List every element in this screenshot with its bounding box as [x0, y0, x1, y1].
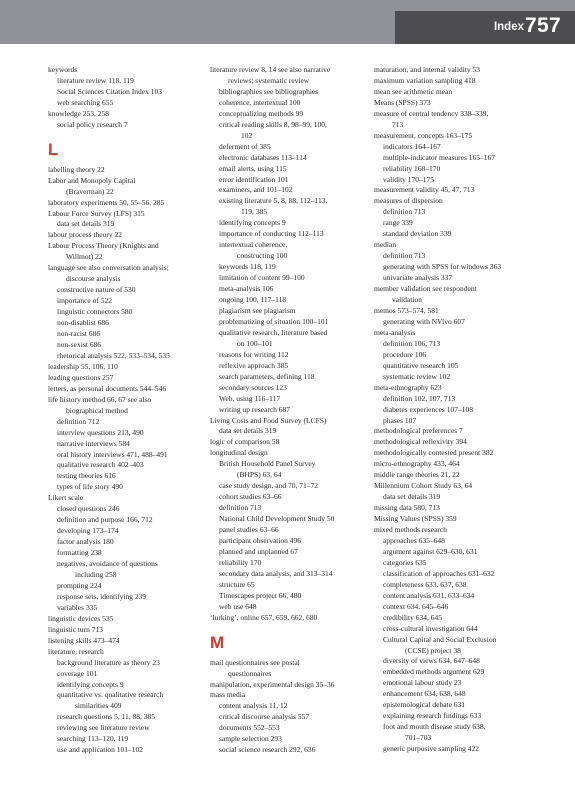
index-entry: keywords [48, 65, 78, 74]
index-subentry: electronic databases 113–114 [219, 152, 307, 162]
index-entry: memos 573–574, 581 [374, 305, 439, 315]
index-entry: Likert scale [48, 493, 84, 503]
index-entry: knowledge 253, 258 [48, 108, 110, 118]
index-subentry: cohort studies 63–66 [219, 492, 282, 502]
index-subentry: quantitative research 105 [383, 360, 459, 370]
index-subentry: types of life story 490 [57, 482, 123, 492]
index-subentry: sample selection 293 [219, 734, 282, 744]
index-subentry: secondary sources 123 [219, 382, 287, 392]
index-subentry: case study design, and 70, 71–72 [219, 481, 318, 491]
index-subentry: coverage 101 [57, 668, 98, 678]
index-entry: meta-analysis [374, 327, 416, 337]
index-subentry: email alerts, using 115 [219, 163, 287, 173]
index-subentry: Web, using 116–117 [219, 393, 281, 403]
index-continuation: reviews; systematic review [228, 75, 310, 85]
index-subentry: quantitative vs. qualitative research [57, 690, 164, 700]
index-continuation: 701–703 [405, 733, 432, 743]
index-subentry: context 634, 645–646 [383, 601, 449, 611]
index-subentry: phases 107 [383, 415, 417, 425]
index-subentry: Social Sciences Citation Index 103 [57, 86, 162, 96]
index-entry: linguistic turn 713 [48, 624, 103, 634]
index-entry: methodological reflexivity 394 [374, 437, 467, 447]
index-subentry: content analysis 11, 12 [219, 701, 288, 711]
index-subentry: categories 635 [383, 557, 427, 567]
index-entry: micro-ethnography 433, 464 [374, 459, 460, 469]
index-subentry: data set details 319 [219, 426, 277, 436]
index-entry: mixed methods research [374, 525, 447, 535]
index-subentry: generating with NVivo 607 [383, 316, 465, 326]
index-entry: literature review 8, 14 see also narrative [210, 65, 331, 74]
index-entry: longitudinal design [210, 448, 268, 458]
index-subentry: coherence, intertextual 100 [219, 97, 301, 107]
index-subentry: examiners, and 101–102 [219, 185, 293, 195]
index-subentry: limitation of content 99–100 [219, 273, 305, 283]
index-continuation: Willmot) 22 [66, 252, 103, 262]
index-subentry: research questions 5, 11, 88, 385 [57, 712, 156, 722]
index-subentry: linguistic connectors 580 [57, 307, 133, 317]
index-subentry: Timescapes project 66, 480 [219, 590, 302, 600]
index-column-1 [48, 65, 208, 756]
index-entry: missing data 580, 713 [374, 503, 440, 513]
index-continuation: on 100–101 [237, 338, 273, 348]
index-subentry: definition 713 [383, 207, 426, 217]
index-subentry: existing literature 5, 8, 88, 112–113, [219, 196, 328, 206]
index-continuation: (BHPS) 63, 64 [237, 470, 282, 480]
index-subentry: explaining research findings 633 [383, 711, 482, 721]
index-subentry: problematizing of situation 100–101 [219, 316, 329, 326]
index-entry: measures of dispersion [374, 196, 443, 206]
index-entry: listening skills 473–474 [48, 635, 120, 645]
index-subentry: qualitative research 402–403 [57, 460, 144, 470]
index-subentry: rhetorical analysis 522, 533–534, 535 [57, 350, 170, 360]
index-subentry: interview questions 213, 490 [57, 427, 144, 437]
index-subentry: foot and mouth disease study 638, [383, 722, 486, 732]
index-subentry: definition 712 [57, 416, 100, 426]
index-entry: Missing Values (SPSS) 359 [374, 514, 457, 524]
index-subentry: non-racist 686 [57, 329, 101, 339]
index-subentry: validity 170–175 [383, 174, 435, 184]
index-subentry: literature review 118, 119 [57, 75, 134, 85]
index-subentry: qualitative research, literature based [219, 327, 328, 337]
index-subentry: closed questions 246 [57, 504, 120, 514]
index-subentry: web use 648 [219, 601, 257, 611]
index-continuation: (CCSE) project 38 [405, 645, 461, 655]
index-subentry: searching 113–120, 119 [57, 734, 129, 744]
running-header-section: Index [493, 21, 524, 33]
index-subentry: response sets, identifying 239 [57, 591, 147, 601]
index-entry: Labour Process Theory (Knights and [48, 241, 159, 251]
index-subentry: credibility 634, 645 [383, 612, 442, 622]
index-subentry: systematic review 102 [383, 371, 451, 381]
index-subentry: negatives, avoidance of questions [57, 559, 158, 569]
index-subentry: search parameters, defining 118 [219, 371, 315, 381]
index-subentry: planned and unplanned 67 [219, 546, 298, 556]
index-subentry: cross-cultural investigation 644 [383, 623, 478, 633]
index-subentry: definition 106, 713 [383, 338, 441, 348]
index-subentry: reviewing see literature review [57, 723, 150, 733]
index-subentry: definition 713 [219, 503, 262, 513]
index-subentry: keywords 118, 119 [219, 262, 276, 272]
index-entry: Labour Force Survey (LFS) 315 [48, 208, 145, 218]
index-entry: labour process theory 22 [48, 230, 122, 240]
index-subentry: panel studies 63–66 [219, 525, 279, 535]
index-subentry: standard deviation 339 [383, 229, 452, 239]
index-continuation: questionnaires [228, 668, 272, 678]
index-entry: meta-ethnography 623 [374, 382, 442, 392]
index-subentry: testing theories 616 [57, 471, 116, 481]
index-subentry: ongoing 100, 117–118 [219, 295, 287, 305]
index-subentry: meta-analysis 106 [219, 284, 274, 294]
index-subentry: definition 102, 107, 713 [383, 393, 456, 403]
index-continuation: biographical method [66, 405, 128, 415]
index-subentry: oral history interviews 471, 488–491 [57, 449, 168, 459]
index-subentry: identifying concepts 9 [57, 679, 124, 689]
index-entry: life history method 66, 67 see also [48, 394, 152, 404]
index-subentry: background literature as theory 23 [57, 657, 160, 667]
index-entry: methodological preferences 7 [374, 426, 463, 436]
index-subentry: indicators 164–167 [383, 141, 441, 151]
index-continuation: including 258 [75, 569, 117, 579]
index-subentry: British Household Panel Survey [219, 459, 316, 469]
index-continuation: discourse analysis [66, 274, 121, 284]
index-continuation: similarities 409 [75, 701, 122, 711]
index-entry: measurement validity 45, 47, 713 [374, 185, 475, 195]
index-continuation: 102 [241, 130, 253, 140]
index-entry: leading questions 257 [48, 372, 114, 382]
index-subentry: formatting 238 [57, 548, 102, 558]
index-entry: literature, research [48, 646, 104, 656]
index-subentry: documents 552–553 [219, 723, 280, 733]
index-subentry: reliability 168–170 [383, 163, 441, 173]
index-entry: Labor and Monopoly Capital [48, 175, 136, 185]
index-entry: manipulation, experimental design 35–36 [210, 679, 335, 689]
index-entry: methodologically contested present 382 [374, 448, 494, 458]
index-subentry: classification of approaches 631–632 [383, 568, 495, 578]
index-subentry: range 339 [383, 218, 413, 228]
index-continuation: (Braverman) 22 [66, 186, 114, 196]
index-continuation: validation [392, 295, 422, 305]
index-entry: leadership 55, 106, 110 [48, 361, 118, 371]
index-subentry: definition and purpose 166, 712 [57, 515, 153, 525]
index-subentry: emotional labour study 23 [383, 678, 462, 688]
index-subentry: content analysis 631, 633–634 [383, 590, 475, 600]
index-subentry: generic purposive sampling 422 [383, 744, 480, 754]
index-entry: median [374, 240, 397, 250]
index-subentry: critical reading skills 8, 98–99, 100, [219, 119, 327, 129]
index-subentry: constructive nature of 530 [57, 285, 136, 295]
index-subentry: bibliographies see bibliographies [219, 86, 319, 96]
index-subentry: approaches 635–648 [383, 535, 445, 545]
section-letter: L [48, 139, 59, 159]
index-subentry: participant observation 496 [219, 535, 302, 545]
index-entry: logic of comparison 58 [210, 437, 280, 447]
index-entry: maximum variation sampling 418 [374, 75, 476, 85]
index-subentry: secondary data analysis, and 313–314 [219, 568, 333, 578]
index-subentry: identifying concepts 9 [219, 218, 286, 228]
index-continuation: 119, 385 [241, 207, 267, 217]
index-subentry: developing 173–174 [57, 526, 119, 536]
index-subentry: completeness 633, 637, 638 [383, 579, 467, 589]
index-subentry: argument against 629–630, 631 [383, 546, 478, 556]
index-subentry: epistemological debate 631 [383, 700, 466, 710]
index-entry: language see also conversation analysis; [48, 263, 169, 273]
index-subentry: data set details 319 [383, 492, 441, 502]
index-subentry: social science research 292, 636 [219, 745, 316, 755]
index-subentry: reliability 170 [219, 557, 262, 567]
index-subentry: critical discourse analysis 557 [219, 712, 310, 722]
index-subentry: importance of conducting 112–113 [219, 229, 324, 239]
index-subentry: prompting 224 [57, 580, 102, 590]
index-subentry: reasons for writing 112 [219, 349, 289, 359]
index-entry: measurement, concepts 163–175 [374, 130, 473, 140]
index-entry: linguistic devices 535 [48, 613, 114, 623]
index-subentry: web searching 655 [57, 97, 114, 107]
index-subentry: conceptualizing methods 99 [219, 108, 304, 118]
index-subentry: factor analysis 180 [57, 537, 114, 547]
index-continuation: 713 [392, 119, 404, 129]
index-entry: Means (SPSS) 373 [374, 97, 431, 107]
index-subentry: enhancement 634, 638, 648 [383, 689, 466, 699]
index-subentry: narrative interviews 584 [57, 438, 130, 448]
index-subentry: univariate analysis 337 [383, 273, 453, 283]
index-subentry: error identification 101 [219, 174, 289, 184]
index-continuation: constructing 100 [237, 251, 288, 261]
index-subentry: importance of 522 [57, 296, 112, 306]
index-subentry: National Child Development Study 50 [219, 514, 335, 524]
index-column-3 [374, 65, 534, 755]
index-subentry: plagiarism see plagiarism [219, 305, 296, 315]
index-entry: ‘lurking’, online 657, 659, 662, 680 [210, 612, 318, 622]
index-subentry: data set details 319 [57, 219, 115, 229]
index-entry: mass media [210, 690, 246, 700]
index-subentry: diabetes experiences 107–108 [383, 404, 473, 414]
index-subentry: definition 713 [383, 251, 426, 261]
index-subentry: reflexive approach 385 [219, 360, 289, 370]
section-letter: M [210, 632, 225, 652]
index-subentry: generating with SPSS for windows 363 [383, 262, 502, 272]
index-subentry: writing up research 687 [219, 404, 291, 414]
index-subentry: non-sexist 686 [57, 339, 101, 349]
index-subentry: use and application 101–102 [57, 745, 144, 755]
index-entry: Living Costs and Food Survey (LCFS) [210, 415, 327, 425]
index-entry: maturation, and internal validity 53 [374, 65, 481, 74]
index-subentry: deferment of 385 [219, 141, 271, 151]
index-subentry: embedded methods argument 629 [383, 667, 485, 677]
index-subentry: Cultural Capital and Social Exclusion [383, 634, 497, 644]
index-subentry: social policy research 7 [57, 119, 128, 129]
index-entry: labelling theory 22 [48, 164, 105, 174]
index-subentry: multiple-indicator measures 165–167 [383, 152, 496, 162]
page-number: 757 [525, 14, 561, 37]
index-column-2 [210, 65, 370, 756]
index-entry: Millennium Cohort Study 63, 64 [374, 481, 473, 491]
index-subentry: intertextual coherence, [219, 240, 288, 250]
index-entry: member validation see respondent [374, 284, 477, 294]
index-subentry: structure 65 [219, 579, 255, 589]
index-subentry: variables 335 [57, 602, 98, 612]
index-subentry: diversity of views 634, 647–648 [383, 656, 480, 666]
index-entry: letters, as personal documents 544–546 [48, 383, 167, 393]
index-entry: mean see arithmetic mean [374, 86, 453, 96]
index-entry: measure of central tendency 338–339, [374, 108, 489, 118]
index-entry: laboratory experiments 50, 55–56, 285 [48, 197, 165, 207]
index-subentry: non-disablist 686 [57, 318, 109, 328]
index-entry: middle range theories 21, 22 [374, 470, 460, 480]
index-entry: mail questionnaires see postal [210, 657, 300, 667]
index-subentry: procedure 106 [383, 349, 427, 359]
